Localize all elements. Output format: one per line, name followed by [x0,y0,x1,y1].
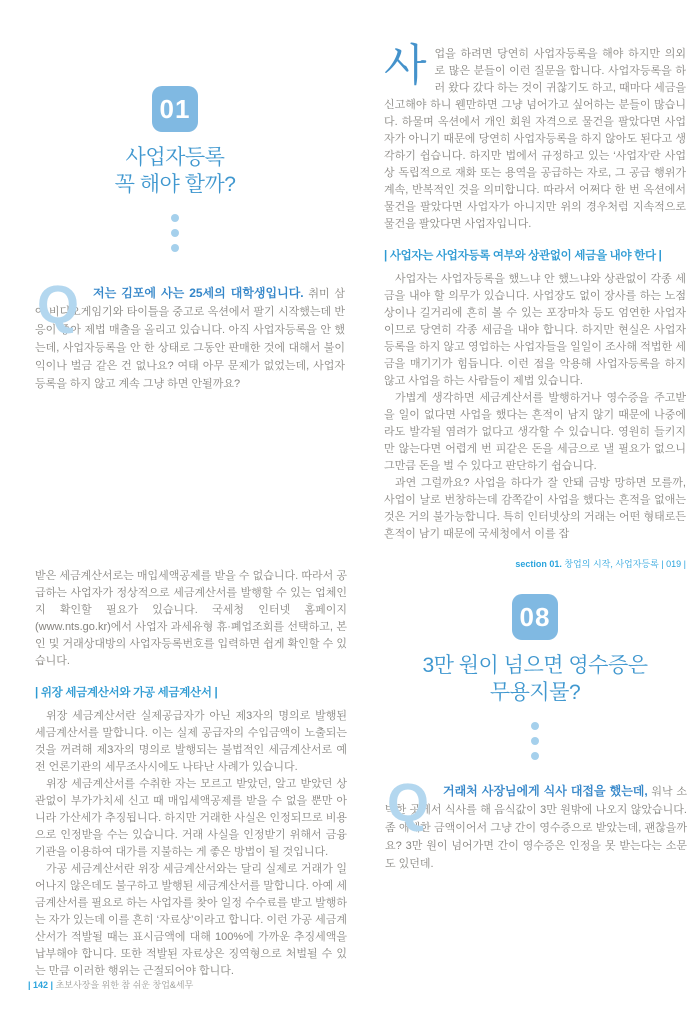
chapter-08-head [385,594,685,760]
dot-icon [531,752,539,760]
answer-paragraph-1-text: 업을 하려면 당연히 사업자등록을 해야 하지만 의외로 많은 분들이 이런 질문을 합니다. 사업자등록을 하러 왔다 갔다 하는 것이 귀찮기도 하고, 때마다 세금을 신고해야 하니 웬만하면 그냥 넘어가고 싶어하는 분들이 많습니다. 하물며 옥션에서 개인 회원 자격으로 물건을 팔았다면 사업자가 아니기 때문에 당연히 사업자등록을 하지 않아도 된다고 생각하기 쉽습니다. 하지만 법에서 규정하고 있는 ‘사업자’란 사업상 독립적으로 재화 또는 용역을 공급하는 자로, 그 공급 행위가 계속, 반복적인 것을 의미합니다. 따라서 어쩌다 한 번 옥션에서 물건을 팔았다면 사업자가 아니지만 위의 경우처럼 지속적으로 물건을 팔았다면 사업자입니다. [384,48,686,230]
page-number: | 142 | [28,980,54,990]
question-block-01 [35,275,345,393]
answer-paragraph-1 [384,41,686,233]
chapter-number-badge: 08 [512,594,558,640]
dot-icon [171,244,179,252]
body-paragraph-3: 위장 세금계산서를 수취한 자는 모르고 받았던, 알고 받았던 상관없이 부가가치세 신고 때 매입세액공제를 받을 수 없을 뿐만 아니라 가산세가 추징됩니다. 하지만 거래한 사실은 인정되므로 비용으로 인정받을 수는 있습니다. 거래 사실을 인정받기 위해서 금융기관을 이용하여 대가를 지불하는 게 좋은 방법이 될 것입니다. [35,778,347,858]
dot-icon [171,229,179,237]
top-right-answer-page [384,41,686,570]
question-body: 워낙 소박한 곳에서 식사를 해 음식값이 3만 원밖에 나오지 않았습니다. 좀 애매한 금액이어서 그냥 간이 영수증으로 받았는데, 괜찮을까요? 3만 원이 넘어가면 간이 영수증은 인정을 못 받는다는 소문도 있던데. [385,786,687,870]
question-lead: 거래처 사장님에게 식사 대접을 했는데, [443,784,648,798]
top-left-chapter-opener [35,86,345,393]
chapter-title-line1: 3만 원이 넘으면 영수증은 [422,654,648,677]
answer-paragraph-3: 가볍게 생각하면 세금계산서를 발행하거나 영수증을 주고받을 일이 없다면 사업을 했다는 흔적이 남지 않기 때문에 나중에라도 발각될 염려가 없다고 생각할 수 있습니다. 영원히 들키지만 않는다면 어렵게 번 피같은 돈을 세금으로 낼 필요가 없으니 그만큼 돈을 벌 수 있다고 판단하기 쉽습니다. [384,392,686,472]
decorative-dots [171,214,179,252]
q-letter-icon: Q [37,275,80,335]
chapter-number-badge: 01 [152,86,198,132]
chapter-title [385,652,685,706]
dot-icon [531,722,539,730]
chapter-title-line1: 사업자등록 [125,146,225,169]
question-block-08 [385,773,687,873]
body-paragraph-4: 가공 세금계산서란 위장 세금계산서와는 달리 실제로 거래가 일어나지 않은데도 불구하고 발행된 세금계산서를 말합니다. 아예 세금계산서를 필요로 하는 사업자를 찾아 일정 수수료를 받고 발행하는 자가 있는데 이를 흔히 ‘자료상’이라고 합니다. 이런 가공 세금계산서가 적발될 때는 표시금액에 대해 100%에 가까운 추징세액을 납부해야 합니다. 또한 적발된 자료상은 징역형으로 처벌될 수 있는 만큼 이러한 행위는 근절되어야 합니다. [35,863,347,977]
body-paragraph-2: 위장 세금계산서란 실제공급자가 아닌 제3자의 명의로 발행된 세금계산서를 말합니다. 이는 실제 공급자의 수입금액이 노출되는 것을 꺼려해 제3자의 명의로 발행되는 불법적인 세금계산서로 예전 언론기관의 세무조사시에도 나타난 사례가 있습니다. [35,710,347,773]
question-text [385,782,687,873]
answer-paragraph-2: 사업자는 사업자등록을 했느냐 안 했느냐와 상관없이 각종 세금을 내야 할 의무가 있습니다. 사업장도 없이 장사를 하는 노점상이나 길거리에 흔히 볼 수 있는 포장마차 등도 엄연한 사업자이므로 당연히 각종 세금을 내야 합니다. 하지만 현실은 사업자등록을 하지 않고 영업하는 사업자들을 일일이 조사해 적법한 세금을 매기기가 힘듭니다. 이런 점을 악용해 사업자등록을 하지 않고 사업을 하는 사람들이 제법 있습니다. [384,273,686,387]
section-footer-text: 창업의 시작, 사업자등록 | 019 | [561,559,686,569]
section-header: | 사업자는 사업자등록 여부와 상관없이 세금을 내야 한다 | [384,250,662,262]
dropcap-letter: 사 [384,41,427,90]
section-header-2: | 위장 세금계산서와 가공 세금계산서 | [35,687,218,699]
body-paragraph-1: 받은 세금계산서로는 매입세액공제를 받을 수 없습니다. 따라서 공급하는 사업자가 정상적으로 세금계산서를 발행할 수 있는 업체인지 확인할 필요가 있습니다. 국세청 인터넷 홈페이지(www.nts.go.kr)에서 사업자 과세유형 휴·폐업조회를 선택하고, 본인 및 거래상대방의 사업자등록번호를 입력하면 쉽게 확인할 수 있습니다. [35,570,347,667]
dot-icon [531,737,539,745]
page-footer [28,978,193,991]
answer-paragraph-4: 과연 그럴까요? 사업을 하다가 잘 안돼 금방 망하면 모를까, 사업이 날로 번창하는데 감쪽같이 사업을 했다는 흔적을 없애는 것은 거의 불가능합니다. 특히 인터넷상의 거래는 어떤 형태로든 흔적이 남기 때문에 국세청에서 이를 잡 [384,477,686,540]
chapter-title [35,144,315,198]
chapter-title-line2: 무용지물? [489,681,581,704]
decorative-dots [531,722,539,760]
section-footer-label: section 01. [515,559,562,569]
chapter-01-head [35,86,315,252]
question-text [35,284,345,393]
book-title: 초보사장을 위한 참 쉬운 창업&세무 [53,980,194,990]
question-body: 취미 삼아 비디오게임기와 타이틀을 중고로 옥션에서 팔기 시작했는데 반응이 좋아 제법 매출을 올리고 있습니다. 아직 사업자등록을 안 했는데, 사업자등록을 안 한 상태로 그동안 판매한 것에 대해서 불이익이나 벌금 같은 건 없나요? 여태 아무 문제가 없었는데, 사업자등록을 하지 않고 계속 그냥 하면 안될까요? [35,288,345,390]
bottom-right-chapter-opener [385,594,687,873]
question-lead: 저는 김포에 사는 25세의 대학생입니다. [93,286,304,300]
section-footer [384,557,686,570]
q-letter-icon: Q [387,773,430,833]
chapter-title-line2: 꼭 해야 할까? [114,173,236,196]
bottom-left-body-page [35,568,347,980]
dot-icon [171,214,179,222]
